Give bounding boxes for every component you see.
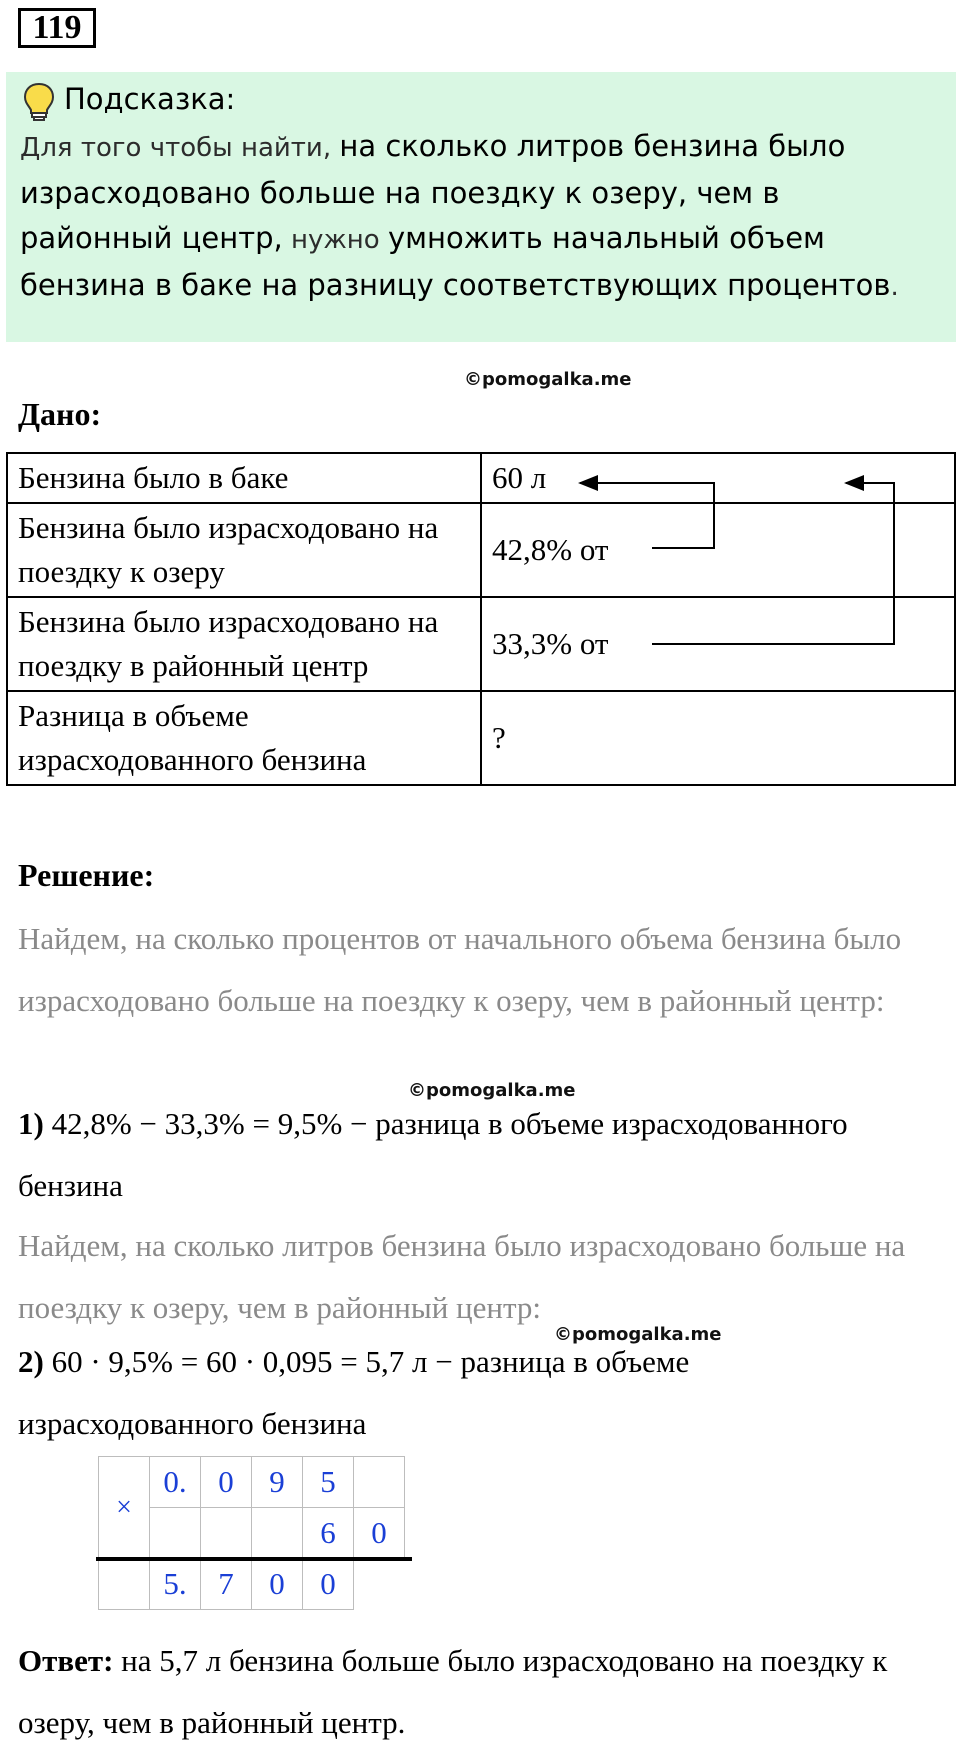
reference-arrows [0,0,960,800]
solution-heading: Решение: [18,857,155,893]
calc-cell: 0 [303,1559,354,1610]
hint-text-part: . [890,272,899,302]
given-label: Бензина было израсходовано на поездку к озеру [7,503,481,597]
calc-cell: 0 [354,1508,405,1559]
calc-cell [201,1508,252,1559]
hint-text-part: Для того чтобы найти, [20,133,340,163]
solution-explanation: Найдем, на сколько процентов от начального объема бензина было израсходовано больше на поездку к озеру, чем в районный центр: [18,921,902,1018]
watermark: ©pomogalka.me [464,369,632,390]
answer [18,1630,918,1754]
multiply-sign: × [99,1457,150,1559]
multiplication-table [98,1456,405,1610]
answer-text: на 5,7 л бензина больше было израсходовано на поездку к озеру, чем в районный центр. [18,1643,888,1740]
hint-text-emphasis: на сколько литров бензина было израсходовано больше на поездку к озеру, чем в районный центр, [20,129,846,255]
given-value: 60 л [481,453,955,503]
calc-cell: 5 [303,1457,354,1508]
hint-text-emphasis: умножить начальный объем бензина в баке на разницу соответствующих процентов [20,221,891,302]
calc-cell: 0 [252,1559,303,1610]
hint-text-part: нужно [282,225,388,255]
calc-cell [150,1508,201,1559]
step-number: 2) [18,1344,44,1379]
calc-cell: 6 [303,1508,354,1559]
calc-cell: 9 [252,1457,303,1508]
calc-cell: 0 [201,1457,252,1508]
solution-step [18,1331,918,1455]
given-label: Разница в объеме израсходованного бензина [7,691,481,785]
given-value: ? [481,691,955,785]
solution-step [18,1093,918,1217]
table-row [99,1457,405,1508]
arrow-line [580,483,714,548]
table-row [99,1559,405,1610]
given-label: Бензина было израсходовано на поездку в районный центр [7,597,481,691]
calc-cell: 7 [201,1559,252,1610]
step-text: 42,8% − 33,3% = 9,5% − разница в объеме израсходованного бензина [18,1106,848,1203]
step-number: 1) [18,1106,44,1141]
answer-label: Ответ: [18,1643,114,1678]
arrow-line [652,483,894,644]
calc-cell: 5. [150,1559,201,1610]
watermark: ©pomogalka.me [408,1080,576,1101]
calc-cell [252,1508,303,1559]
problem-number: 119 [18,8,96,48]
watermark: ©pomogalka.me [554,1324,722,1345]
given-label: Бензина было в баке [7,453,481,503]
hint-title: Подсказка: [64,82,236,116]
given-value: 42,8% от [481,503,955,597]
step-text: 60 · 9,5% = 60 · 0,095 = 5,7 л − разница в объеме израсходованного бензина [18,1344,690,1441]
calc-cell [99,1559,150,1610]
sum-line [96,1557,412,1561]
solution-explanation: Найдем, на сколько литров бензина было израсходовано больше на поездку к озеру, чем в районный центр: [18,1228,906,1325]
calc-cell [354,1559,405,1610]
calc-cell [354,1457,405,1508]
calc-cell: 0. [150,1457,201,1508]
given-value: 33,3% от [481,597,955,691]
given-heading: Дано: [18,396,102,432]
